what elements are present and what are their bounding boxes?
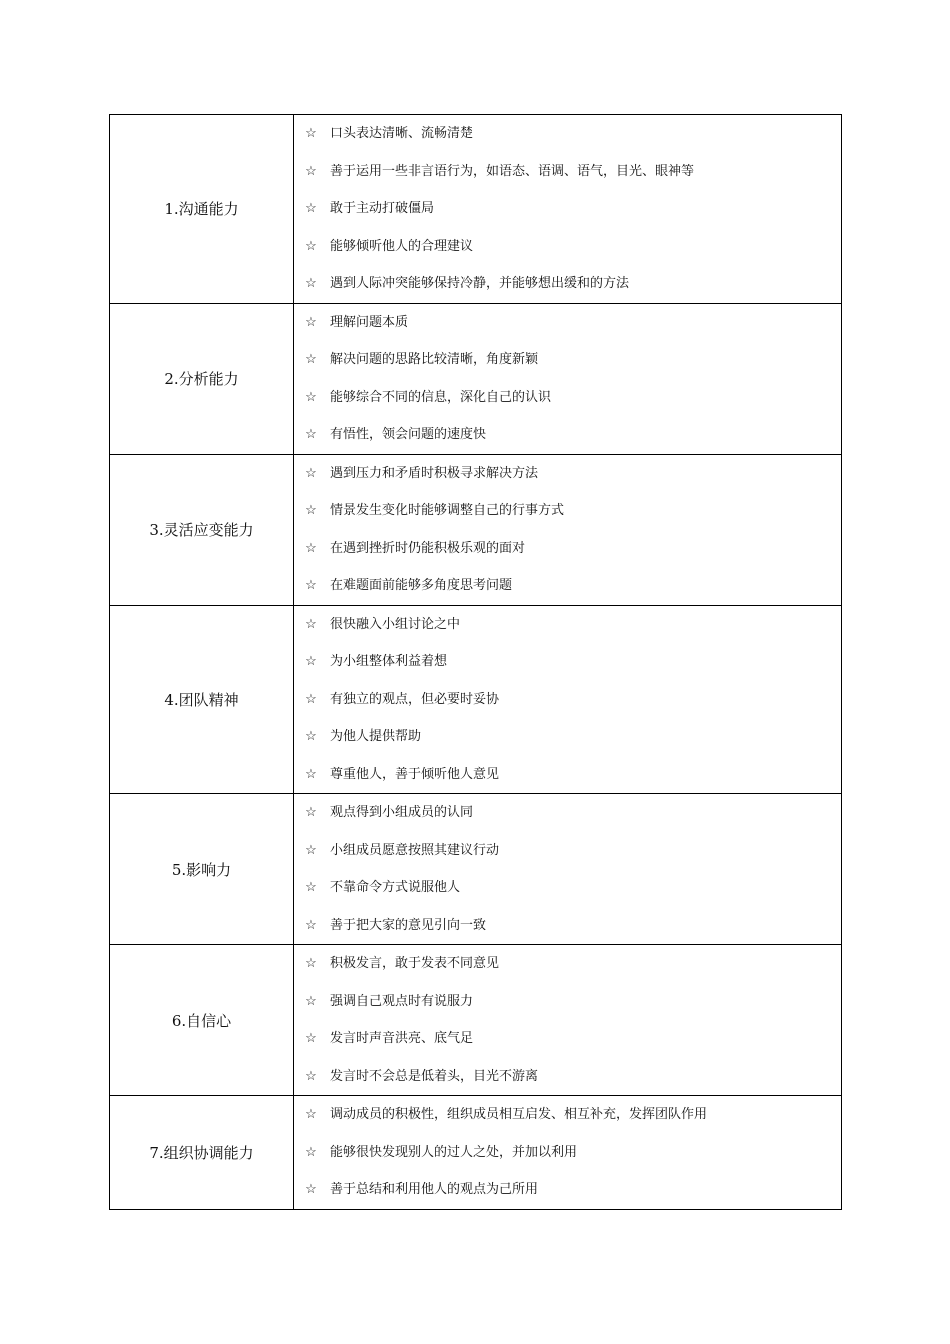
item-text: 发言时声音洪亮、底气足 xyxy=(330,1031,474,1046)
list-item xyxy=(294,492,841,530)
list-item xyxy=(294,190,841,228)
item-text: 尊重他人，善于倾听他人意见 xyxy=(330,766,500,782)
item-text: 能够很快发现别人的过人之处，并加以利用 xyxy=(330,1144,578,1160)
item-text: 调动成员的积极性，组织成员相互启发、相互补充，发挥团队作用 xyxy=(330,1107,708,1122)
list-item xyxy=(294,907,841,945)
list-item xyxy=(294,153,841,191)
star-icon: ☆ xyxy=(305,389,317,405)
star-icon: ☆ xyxy=(305,1144,317,1160)
ability-items-cell xyxy=(294,1096,842,1210)
item-text: 有独立的观点，但必要时妥协 xyxy=(330,691,500,707)
item-text: 强调自己观点时有说服力 xyxy=(330,993,474,1009)
ability-row xyxy=(110,454,842,605)
star-icon: ☆ xyxy=(305,314,317,330)
list-item xyxy=(294,341,841,379)
list-item xyxy=(294,643,841,681)
star-icon: ☆ xyxy=(305,503,317,518)
star-icon: ☆ xyxy=(305,238,317,254)
list-item xyxy=(294,681,841,719)
star-icon: ☆ xyxy=(305,842,317,858)
star-icon: ☆ xyxy=(305,1031,317,1046)
star-icon: ☆ xyxy=(305,540,317,556)
star-icon: ☆ xyxy=(305,880,317,895)
ability-name: 2.分析能力 xyxy=(110,303,294,454)
item-text: 遇到压力和矛盾时积极寻求解决方法 xyxy=(330,465,539,481)
ability-items-cell xyxy=(294,115,842,304)
ability-table xyxy=(109,114,842,1210)
list-item xyxy=(294,304,841,342)
ability-row xyxy=(110,794,842,945)
star-icon: ☆ xyxy=(305,691,317,707)
star-icon: ☆ xyxy=(305,956,317,971)
list-item xyxy=(294,265,841,303)
list-item xyxy=(294,530,841,568)
ability-row xyxy=(110,115,842,304)
ability-name: 7.组织协调能力 xyxy=(110,1096,294,1210)
list-item xyxy=(294,1096,841,1134)
item-text: 敢于主动打破僵局 xyxy=(330,201,435,216)
list-item xyxy=(294,1058,841,1096)
list-item xyxy=(294,606,841,644)
list-item xyxy=(294,567,841,605)
item-text: 善于运用一些非言语行为，如语态、语调、语气，目光、眼神等 xyxy=(330,163,695,179)
ability-items-cell xyxy=(294,303,842,454)
item-text: 解决问题的思路比较清晰，角度新颖 xyxy=(330,352,539,367)
star-icon: ☆ xyxy=(305,917,317,933)
star-icon: ☆ xyxy=(305,729,317,744)
list-item xyxy=(294,1020,841,1058)
star-icon: ☆ xyxy=(305,126,317,141)
ability-items-cell xyxy=(294,945,842,1096)
item-text: 在难题面前能够多角度思考问题 xyxy=(330,578,513,593)
list-item xyxy=(294,1171,841,1209)
list-item xyxy=(294,115,841,153)
ability-name: 3.灵活应变能力 xyxy=(110,454,294,605)
list-item xyxy=(294,1134,841,1172)
star-icon: ☆ xyxy=(305,766,317,782)
item-text: 善于把大家的意见引向一致 xyxy=(330,917,487,933)
item-text: 很快融入小组讨论之中 xyxy=(330,616,461,632)
star-icon: ☆ xyxy=(305,578,317,593)
star-icon: ☆ xyxy=(305,654,317,669)
item-text: 口头表达清晰、流畅清楚 xyxy=(330,126,474,141)
star-icon: ☆ xyxy=(305,427,317,442)
ability-name: 6.自信心 xyxy=(110,945,294,1096)
ability-items-cell xyxy=(294,605,842,794)
list-item xyxy=(294,832,841,870)
star-icon: ☆ xyxy=(305,1068,317,1084)
star-icon: ☆ xyxy=(305,993,317,1009)
list-item xyxy=(294,869,841,907)
list-item xyxy=(294,756,841,794)
list-item xyxy=(294,416,841,454)
star-icon: ☆ xyxy=(305,163,317,179)
item-text: 不靠命令方式说服他人 xyxy=(330,880,461,895)
item-text: 善于总结和利用他人的观点为己所用 xyxy=(330,1182,539,1197)
item-text: 能够倾听他人的合理建议 xyxy=(330,238,474,254)
item-text: 发言时不会总是低着头，目光不游离 xyxy=(330,1068,539,1084)
item-text: 为小组整体利益着想 xyxy=(330,654,448,669)
list-item xyxy=(294,455,841,493)
star-icon: ☆ xyxy=(305,201,317,216)
star-icon: ☆ xyxy=(305,616,317,632)
list-item xyxy=(294,379,841,417)
item-text: 为他人提供帮助 xyxy=(330,729,422,744)
ability-items-cell xyxy=(294,454,842,605)
ability-row xyxy=(110,945,842,1096)
ability-items-cell xyxy=(294,794,842,945)
item-text: 小组成员愿意按照其建议行动 xyxy=(330,842,500,858)
star-icon: ☆ xyxy=(305,465,317,481)
star-icon: ☆ xyxy=(305,352,317,367)
item-text: 在遇到挫折时仍能积极乐观的面对 xyxy=(330,540,526,556)
list-item xyxy=(294,718,841,756)
list-item xyxy=(294,794,841,832)
item-text: 理解问题本质 xyxy=(330,314,409,330)
ability-row xyxy=(110,605,842,794)
ability-row xyxy=(110,1096,842,1210)
item-text: 能够综合不同的信息，深化自己的认识 xyxy=(330,389,552,405)
ability-name: 4.团队精神 xyxy=(110,605,294,794)
list-item xyxy=(294,228,841,266)
star-icon: ☆ xyxy=(305,1182,317,1197)
ability-row xyxy=(110,303,842,454)
ability-name: 5.影响力 xyxy=(110,794,294,945)
item-text: 遇到人际冲突能够保持冷静，并能够想出缓和的方法 xyxy=(330,276,630,291)
item-text: 观点得到小组成员的认同 xyxy=(330,805,474,820)
list-item xyxy=(294,945,841,983)
star-icon: ☆ xyxy=(305,805,317,820)
item-text: 积极发言，敢于发表不同意见 xyxy=(330,956,500,971)
item-text: 有悟性，领会问题的速度快 xyxy=(330,427,487,442)
star-icon: ☆ xyxy=(305,276,317,291)
ability-name: 1.沟通能力 xyxy=(110,115,294,304)
list-item xyxy=(294,983,841,1021)
item-text: 情景发生变化时能够调整自己的行事方式 xyxy=(330,503,565,518)
star-icon: ☆ xyxy=(305,1107,317,1122)
